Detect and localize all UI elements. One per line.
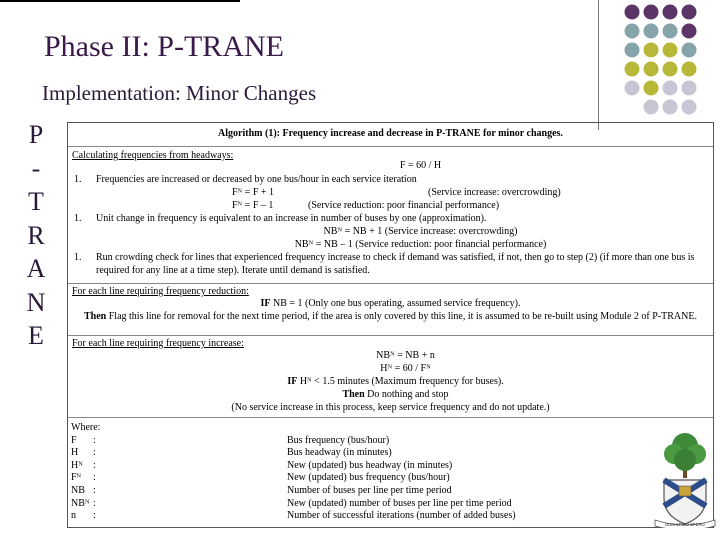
if-condition: NB = 1 (Only one bus operating, assumed service frequency). bbox=[270, 298, 521, 309]
decorative-dot bbox=[663, 62, 678, 77]
decorative-divider bbox=[598, 0, 599, 130]
increase-note: (No service increase in this process, keep service frequency and do not update.) bbox=[231, 402, 550, 413]
symbol: n bbox=[71, 510, 76, 522]
formula-inc-note: (Service increase: overcrowding) bbox=[428, 187, 561, 198]
where-label: Where: bbox=[71, 422, 101, 433]
decorative-dot bbox=[682, 81, 697, 96]
formula-nb-dec: NBᴺ = NB – 1 (Service reduction: poor financial performance) bbox=[294, 239, 547, 250]
step-text: Unit change in frequency is equivalent to an increase in number of buses by one (approximation). bbox=[96, 213, 487, 224]
symbol: NBᴺ bbox=[71, 497, 90, 509]
formula-dec: Fᴺ = F – 1 bbox=[232, 200, 274, 211]
vertical-letter: E bbox=[28, 321, 44, 350]
decorative-dots bbox=[610, 0, 720, 120]
crest-banner: DUM SPIRO SPERO bbox=[665, 522, 705, 527]
steps-section bbox=[68, 146, 713, 283]
formula-nb-inc: NBᴺ = NB + 1 (Service increase: overcrowding) bbox=[323, 226, 518, 237]
then-keyword: Then bbox=[342, 389, 365, 400]
decorative-dot bbox=[682, 5, 697, 20]
formula-dec-note: (Service reduction: poor financial performance) bbox=[308, 200, 500, 211]
vertical-letter: - bbox=[31, 153, 41, 183]
decorative-dot bbox=[644, 81, 659, 96]
definition: Number of buses per line per time period bbox=[287, 484, 452, 496]
decorative-dot bbox=[663, 100, 678, 115]
decorative-dot bbox=[644, 43, 659, 58]
definition: New (updated) number of buses per line per time period bbox=[287, 497, 512, 509]
vertical-title bbox=[18, 118, 54, 353]
step-text: Frequencies are increased or decreased by one bus/hour in each service iteration bbox=[96, 174, 417, 185]
then-action: Flag this line for removal for the next time period, if the area is only covered by this line, it is assumed to be re-built using Module 2 of P-TRANE. bbox=[106, 311, 697, 322]
slide-subtitle: Implementation: Minor Changes bbox=[42, 81, 317, 105]
colon: : bbox=[93, 510, 96, 522]
symbol: Fᴺ bbox=[71, 472, 82, 484]
definition-row bbox=[71, 472, 711, 485]
decorative-dot bbox=[663, 24, 678, 39]
decorative-dot bbox=[682, 62, 697, 77]
decorative-dot bbox=[644, 100, 659, 115]
decorative-dot bbox=[625, 43, 640, 58]
decorative-dot bbox=[663, 43, 678, 58]
decorative-dot bbox=[663, 5, 678, 20]
step-number: 1. bbox=[74, 174, 82, 185]
decorative-dot bbox=[682, 100, 697, 115]
reduction-section bbox=[68, 283, 713, 335]
definition-row bbox=[71, 485, 711, 498]
where-section bbox=[68, 417, 713, 527]
definition-row bbox=[71, 510, 711, 523]
section-heading: Calculating frequencies from headways: bbox=[72, 150, 234, 161]
decorative-dot bbox=[644, 24, 659, 39]
step-number: 1. bbox=[74, 213, 82, 224]
decorative-dot bbox=[682, 43, 697, 58]
decorative-dot bbox=[625, 5, 640, 20]
vertical-letter: R bbox=[27, 220, 45, 250]
definition: Bus frequency (bus/hour) bbox=[287, 434, 390, 446]
university-crest-logo bbox=[654, 426, 716, 528]
step-text: Run crowding check for lines that experienced frequency increase to check if demand was satisfied, if not, then go to step (2) (if more than one bus is required for any line at a time step). Iterate until demand is satisfied. bbox=[96, 252, 695, 276]
definition-row bbox=[71, 498, 711, 511]
section-heading: For each line requiring frequency reduction: bbox=[72, 286, 249, 297]
algorithm-title: Algorithm (1): Frequency increase and decrease in P-TRANE for minor changes. bbox=[218, 128, 563, 139]
decorative-dot bbox=[625, 62, 640, 77]
colon: : bbox=[93, 484, 96, 496]
definition: Number of successful iterations (number of added buses) bbox=[287, 510, 516, 522]
definition: Bus headway (in minutes) bbox=[287, 447, 392, 459]
colon: : bbox=[93, 459, 96, 471]
decorative-dot bbox=[644, 62, 659, 77]
definition: New (updated) bus headway (in minutes) bbox=[287, 459, 453, 471]
then-keyword: Then bbox=[84, 311, 107, 322]
if-keyword: IF bbox=[287, 376, 298, 387]
colon: : bbox=[93, 434, 96, 446]
formula-hn: Hᴺ = 60 / Fᴺ bbox=[380, 363, 431, 374]
symbol: NB bbox=[71, 484, 85, 496]
then-action: Do nothing and stop bbox=[364, 389, 449, 400]
top-rule bbox=[0, 0, 240, 2]
step-number: 1. bbox=[74, 252, 82, 263]
vertical-letter: A bbox=[26, 254, 46, 283]
formula-nbn: NBᴺ = NB + n bbox=[376, 350, 435, 361]
if-keyword: IF bbox=[260, 298, 271, 309]
colon: : bbox=[93, 497, 96, 509]
definition-row bbox=[71, 435, 711, 448]
section-heading: For each line requiring frequency increase: bbox=[72, 338, 244, 349]
slide-title: Phase II: P-TRANE bbox=[44, 30, 284, 63]
vertical-letter: T bbox=[28, 187, 44, 216]
increase-section bbox=[68, 335, 713, 417]
decorative-dot bbox=[625, 81, 640, 96]
formula-inc: Fᴺ = F + 1 bbox=[232, 187, 275, 198]
decorative-dot bbox=[663, 81, 678, 96]
symbol: H bbox=[71, 447, 79, 459]
decorative-dot bbox=[625, 24, 640, 39]
algorithm-box bbox=[67, 122, 714, 528]
definition-row bbox=[71, 447, 711, 460]
if-condition: Hᴺ < 1.5 minutes (Maximum frequency for buses). bbox=[297, 376, 504, 387]
colon: : bbox=[93, 447, 96, 459]
formula-frequency: F = 60 / H bbox=[399, 160, 442, 171]
symbol: Hᴺ bbox=[71, 459, 83, 471]
decorative-dot bbox=[644, 5, 659, 20]
symbol: F bbox=[71, 434, 77, 446]
colon: : bbox=[93, 472, 96, 484]
definition: New (updated) bus frequency (bus/hour) bbox=[287, 472, 450, 484]
vertical-letter: N bbox=[26, 287, 46, 317]
definition-row bbox=[71, 460, 711, 473]
vertical-letter: P bbox=[28, 120, 44, 149]
decorative-dot bbox=[682, 24, 697, 39]
